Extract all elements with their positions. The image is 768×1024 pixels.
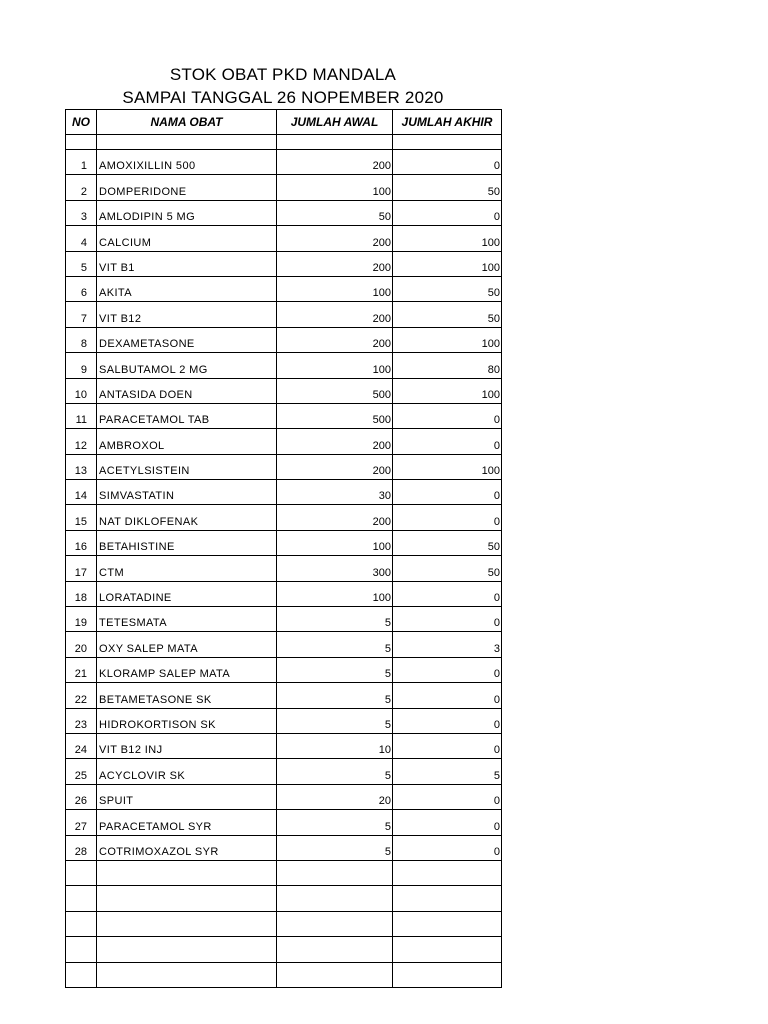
jumlah-akhir-cell: 100 (393, 454, 502, 479)
drug-name-cell: TETESMATA (97, 607, 277, 632)
table-row (66, 657, 502, 682)
jumlah-awal-cell: 5 (277, 607, 393, 632)
table-row (66, 505, 502, 530)
table-row (66, 835, 502, 860)
jumlah-akhir-cell: 3 (393, 632, 502, 657)
document-title: STOK OBAT PKD MANDALA (169, 65, 397, 84)
drug-name-cell: AKITA (97, 276, 277, 301)
jumlah-akhir-cell: 5 (393, 759, 502, 784)
empty-cell (277, 135, 393, 150)
row-number-cell: 20 (66, 632, 97, 657)
row-number-cell: 3 (66, 200, 97, 225)
empty-cell (277, 962, 393, 987)
row-number-cell: 4 (66, 226, 97, 251)
row-number-cell: 17 (66, 556, 97, 581)
table-row (66, 530, 502, 555)
empty-cell (393, 937, 502, 962)
jumlah-akhir-cell: 100 (393, 226, 502, 251)
drug-name-cell: BETAMETASONE SK (97, 683, 277, 708)
jumlah-akhir-cell: 0 (393, 480, 502, 505)
jumlah-akhir-cell: 0 (393, 708, 502, 733)
document-subtitle: SAMPAI TANGGAL 26 NOPEMBER 2020 (122, 88, 444, 107)
row-number-cell: 2 (66, 175, 97, 200)
empty-cell (97, 135, 277, 150)
table-row (66, 759, 502, 784)
drug-name-cell: SIMVASTATIN (97, 480, 277, 505)
drug-name-cell: PARACETAMOL SYR (97, 810, 277, 835)
row-number-cell: 26 (66, 784, 97, 809)
empty-cell (66, 962, 97, 987)
drug-name-cell: VIT B12 (97, 302, 277, 327)
empty-cell (97, 860, 277, 885)
jumlah-awal-cell: 200 (277, 150, 393, 175)
row-number-cell: 11 (66, 403, 97, 428)
table-row (66, 403, 502, 428)
empty-cell (97, 962, 277, 987)
table-row (66, 327, 502, 352)
jumlah-awal-cell: 100 (277, 175, 393, 200)
table-row (66, 276, 502, 301)
header-row (66, 110, 502, 135)
row-number-cell: 5 (66, 251, 97, 276)
row-number-cell: 16 (66, 530, 97, 555)
jumlah-awal-cell: 20 (277, 784, 393, 809)
jumlah-awal-cell: 30 (277, 480, 393, 505)
drug-name-cell: LORATADINE (97, 581, 277, 606)
empty-cell (66, 860, 97, 885)
drug-name-cell: CTM (97, 556, 277, 581)
jumlah-awal-cell: 200 (277, 429, 393, 454)
empty-cell (277, 937, 393, 962)
empty-cell (97, 937, 277, 962)
jumlah-akhir-cell: 0 (393, 200, 502, 225)
table-row (66, 581, 502, 606)
empty-cell (97, 911, 277, 936)
jumlah-awal-cell: 5 (277, 835, 393, 860)
jumlah-akhir-cell: 0 (393, 733, 502, 758)
drug-name-cell: SPUIT (97, 784, 277, 809)
jumlah-awal-cell: 200 (277, 327, 393, 352)
jumlah-awal-cell: 300 (277, 556, 393, 581)
jumlah-awal-cell: 200 (277, 454, 393, 479)
drug-name-cell: AMBROXOL (97, 429, 277, 454)
jumlah-akhir-cell: 50 (393, 175, 502, 200)
table-row (66, 226, 502, 251)
jumlah-awal-cell: 100 (277, 353, 393, 378)
spacer-row (66, 135, 502, 150)
drug-name-cell: HIDROKORTISON SK (97, 708, 277, 733)
jumlah-akhir-cell: 100 (393, 327, 502, 352)
jumlah-akhir-cell: 0 (393, 581, 502, 606)
table-row (66, 175, 502, 200)
row-number-cell: 25 (66, 759, 97, 784)
jumlah-awal-cell: 5 (277, 683, 393, 708)
table-row (66, 480, 502, 505)
drug-name-cell: BETAHISTINE (97, 530, 277, 555)
jumlah-akhir-cell: 50 (393, 276, 502, 301)
drug-name-cell: SALBUTAMOL 2 MG (97, 353, 277, 378)
empty-row (66, 886, 502, 911)
drug-name-cell: DEXAMETASONE (97, 327, 277, 352)
empty-row (66, 962, 502, 987)
row-number-cell: 1 (66, 150, 97, 175)
drug-name-cell: AMLODIPIN 5 MG (97, 200, 277, 225)
jumlah-akhir-cell: 0 (393, 429, 502, 454)
jumlah-akhir-cell: 0 (393, 835, 502, 860)
empty-cell (393, 886, 502, 911)
jumlah-akhir-cell: 0 (393, 403, 502, 428)
jumlah-awal-cell: 100 (277, 530, 393, 555)
empty-cell (393, 860, 502, 885)
drug-name-cell: DOMPERIDONE (97, 175, 277, 200)
drug-name-cell: VIT B1 (97, 251, 277, 276)
table-row (66, 353, 502, 378)
jumlah-awal-cell: 100 (277, 276, 393, 301)
empty-cell (66, 886, 97, 911)
jumlah-akhir-cell: 0 (393, 150, 502, 175)
table-row (66, 784, 502, 809)
table-row (66, 251, 502, 276)
jumlah-akhir-cell: 50 (393, 302, 502, 327)
table-row (66, 150, 502, 175)
table-row (66, 454, 502, 479)
jumlah-akhir-cell: 0 (393, 505, 502, 530)
table-row (66, 733, 502, 758)
table-row (66, 429, 502, 454)
drug-name-cell: KLORAMP SALEP MATA (97, 657, 277, 682)
drug-name-cell: CALCIUM (97, 226, 277, 251)
jumlah-akhir-cell: 0 (393, 657, 502, 682)
table-row (66, 632, 502, 657)
jumlah-awal-cell: 200 (277, 302, 393, 327)
row-number-cell: 22 (66, 683, 97, 708)
empty-cell (277, 886, 393, 911)
header-no: NO (66, 110, 97, 135)
drug-name-cell: PARACETAMOL TAB (97, 403, 277, 428)
table-row (66, 607, 502, 632)
row-number-cell: 8 (66, 327, 97, 352)
table-body (66, 135, 502, 988)
drug-name-cell: OXY SALEP MATA (97, 632, 277, 657)
jumlah-awal-cell: 5 (277, 708, 393, 733)
row-number-cell: 9 (66, 353, 97, 378)
drug-name-cell: AMOXIXILLIN 500 (97, 150, 277, 175)
empty-cell (393, 911, 502, 936)
empty-row (66, 860, 502, 885)
jumlah-awal-cell: 500 (277, 403, 393, 428)
drug-name-cell: ACYCLOVIR SK (97, 759, 277, 784)
row-number-cell: 24 (66, 733, 97, 758)
empty-row (66, 911, 502, 936)
drug-name-cell: NAT DIKLOFENAK (97, 505, 277, 530)
jumlah-awal-cell: 10 (277, 733, 393, 758)
row-number-cell: 10 (66, 378, 97, 403)
drug-name-cell: ANTASIDA DOEN (97, 378, 277, 403)
jumlah-awal-cell: 200 (277, 505, 393, 530)
jumlah-awal-cell: 5 (277, 759, 393, 784)
jumlah-awal-cell: 5 (277, 632, 393, 657)
row-number-cell: 18 (66, 581, 97, 606)
row-number-cell: 28 (66, 835, 97, 860)
table-row (66, 810, 502, 835)
jumlah-awal-cell: 50 (277, 200, 393, 225)
header-jumlah-akhir: JUMLAH AKHIR (393, 110, 502, 135)
table-row (66, 302, 502, 327)
row-number-cell: 27 (66, 810, 97, 835)
row-number-cell: 15 (66, 505, 97, 530)
empty-cell (66, 135, 97, 150)
table-row (66, 556, 502, 581)
table-row (66, 683, 502, 708)
jumlah-akhir-cell: 0 (393, 810, 502, 835)
drug-name-cell: VIT B12 INJ (97, 733, 277, 758)
row-number-cell: 7 (66, 302, 97, 327)
table-row (66, 708, 502, 733)
empty-cell (277, 911, 393, 936)
drug-name-cell: COTRIMOXAZOL SYR (97, 835, 277, 860)
jumlah-akhir-cell: 0 (393, 784, 502, 809)
empty-cell (66, 911, 97, 936)
jumlah-awal-cell: 5 (277, 657, 393, 682)
row-number-cell: 19 (66, 607, 97, 632)
drug-name-cell: ACETYLSISTEIN (97, 454, 277, 479)
jumlah-akhir-cell: 50 (393, 556, 502, 581)
stock-table (65, 109, 502, 988)
jumlah-akhir-cell: 80 (393, 353, 502, 378)
jumlah-akhir-cell: 0 (393, 607, 502, 632)
empty-cell (66, 937, 97, 962)
table-row (66, 200, 502, 225)
empty-cell (393, 962, 502, 987)
jumlah-akhir-cell: 100 (393, 378, 502, 403)
jumlah-awal-cell: 200 (277, 251, 393, 276)
jumlah-awal-cell: 200 (277, 226, 393, 251)
jumlah-akhir-cell: 0 (393, 683, 502, 708)
header-nama-obat: NAMA OBAT (97, 110, 277, 135)
row-number-cell: 23 (66, 708, 97, 733)
jumlah-awal-cell: 500 (277, 378, 393, 403)
empty-cell (393, 135, 502, 150)
empty-cell (97, 886, 277, 911)
jumlah-awal-cell: 5 (277, 810, 393, 835)
empty-cell (277, 860, 393, 885)
row-number-cell: 6 (66, 276, 97, 301)
row-number-cell: 13 (66, 454, 97, 479)
table-row (66, 378, 502, 403)
header-jumlah-awal: JUMLAH AWAL (277, 110, 393, 135)
row-number-cell: 21 (66, 657, 97, 682)
jumlah-akhir-cell: 100 (393, 251, 502, 276)
row-number-cell: 14 (66, 480, 97, 505)
empty-row (66, 937, 502, 962)
jumlah-akhir-cell: 50 (393, 530, 502, 555)
jumlah-awal-cell: 100 (277, 581, 393, 606)
row-number-cell: 12 (66, 429, 97, 454)
